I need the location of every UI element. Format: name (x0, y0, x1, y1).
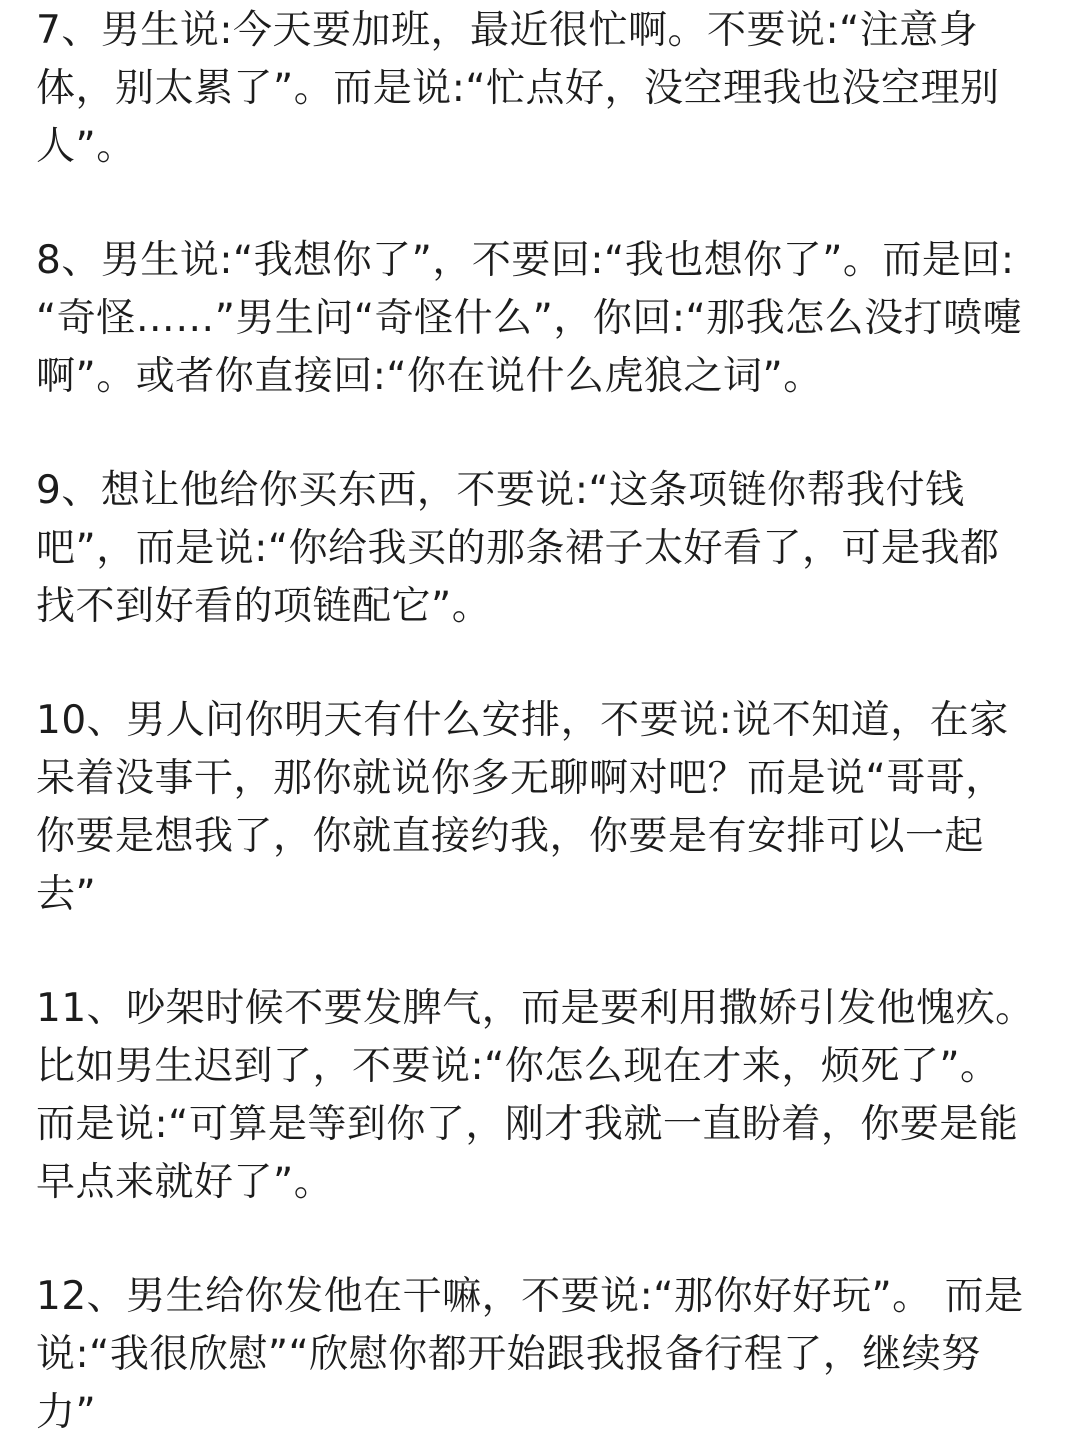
tip-line: 10、男人问你明天有什么安排，不要说:说不知道，在家 (36, 698, 1009, 743)
tip-line: 11、吵架时候不要发脾气，而是要利用撒娇引发他愧疚。 (36, 986, 1035, 1031)
tip-line: 8、男生说:“我想你了”，不要回:“我也想你了”。而是回: (36, 238, 1015, 283)
tip-line: 12、男生给你发他在干嘛，不要说:“那你好好玩”。 而是 (36, 1274, 1024, 1319)
tip-line: 找不到好看的项链配它”。 (36, 584, 492, 629)
tip-10 (36, 692, 1036, 924)
tip-12 (36, 1268, 1036, 1442)
tip-line: 7、男生说:今天要加班，最近很忙啊。不要说:“注意身 (36, 8, 979, 53)
tip-line: 比如男生迟到了，不要说:“你怎么现在才来，烦死了”。 (36, 1044, 1000, 1089)
tip-line: “奇怪……”男生问“奇怪什么”，你回:“那我怎么没打喷嚏 (36, 296, 1023, 341)
tip-line: 9、想让他给你买东西，不要说:“这条项链你帮我付钱 (36, 468, 965, 513)
tip-7 (36, 2, 1036, 176)
tip-line: 说:“我很欣慰”“欣慰你都开始跟我报备行程了，继续努 (36, 1332, 981, 1377)
tip-line: 你要是想我了，你就直接约我，你要是有安排可以一起 (36, 814, 985, 859)
tip-line: 体，别太累了”。而是说:“忙点好，没空理我也没空理别 (36, 66, 1000, 111)
tip-line: 力” (36, 1390, 97, 1435)
tip-8 (36, 232, 1036, 406)
tip-9 (36, 462, 1036, 636)
tip-line: 而是说:“可算是等到你了，刚才我就一直盼着，你要是能 (36, 1102, 1019, 1147)
tip-line: 人”。 (36, 124, 136, 169)
tip-line: 呆着没事干，那你就说你多无聊啊对吧？而是说“哥哥， (36, 756, 1005, 801)
tip-line: 去” (36, 872, 97, 917)
tip-line: 啊”。或者你直接回:“你在说什么虎狼之词”。 (36, 354, 823, 399)
tip-line: 吧”，而是说:“你给我买的那条裙子太好看了，可是我都 (36, 526, 1000, 571)
tip-11 (36, 980, 1036, 1212)
tip-line: 早点来就好了”。 (36, 1160, 334, 1205)
